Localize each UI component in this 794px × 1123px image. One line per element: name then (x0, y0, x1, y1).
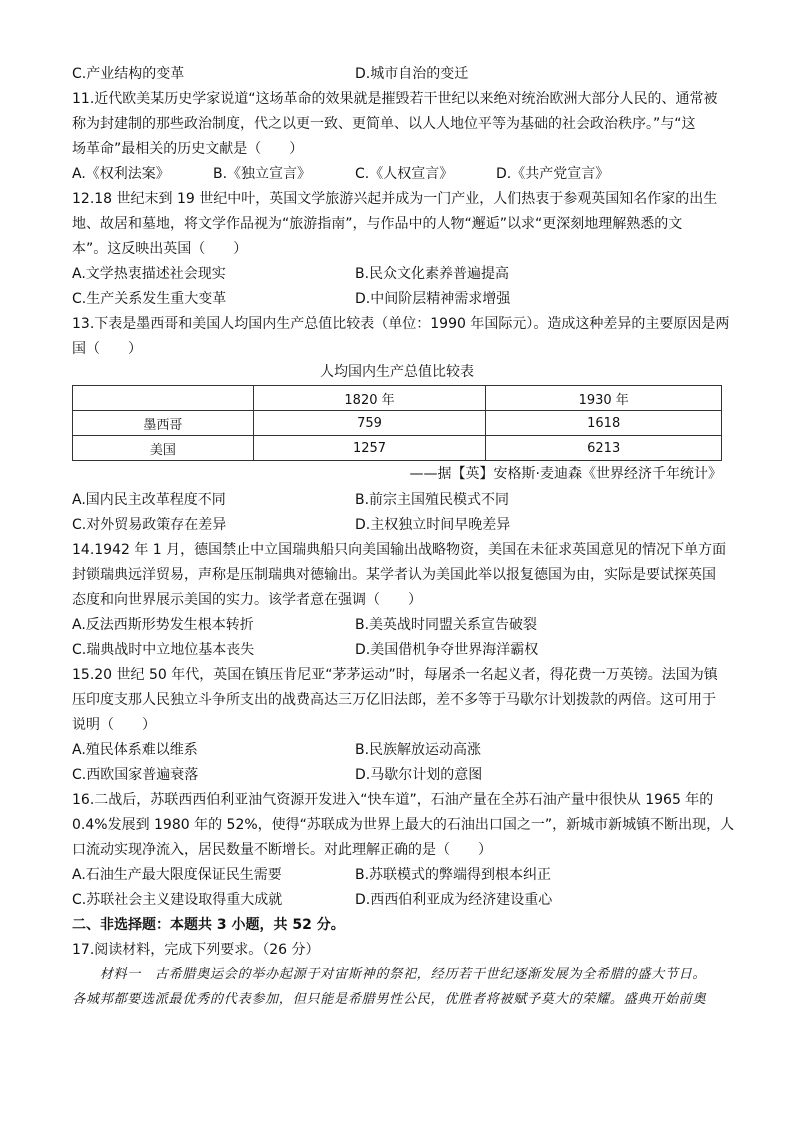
q14-text-line-1: 14.1942 年 1 月，德国禁止中立国瑞典船只向美国输出战略物资，美国在未征求英国意见的情况下单方面 (72, 542, 727, 558)
q14-option-a[interactable]: A.反法西斯形势发生根本转折 (72, 617, 254, 633)
q11-text-line-2: 称为封建制的那些政治制度，代之以更一致、更简单、以人人地位平等为基础的社会政治秩序。”与“这 (72, 116, 696, 132)
q16-option-c[interactable]: C.苏联社会主义建设取得重大成就 (72, 892, 283, 908)
table-header-cell: 1820 年 (253, 386, 486, 411)
q12-text-line-2: 地、故居和墓地，将文学作品视为“旅游指南”，与作品中的人物“邂逅”以求“更深刻地理解熟悉的文 (72, 216, 683, 232)
table-row (73, 411, 722, 436)
q12-option-a[interactable]: A.文学热衷描述社会现实 (72, 266, 226, 282)
q16-option-d[interactable]: D.西西伯利亚成为经济建设重心 (355, 892, 553, 908)
q17-material-line-1: 材料一 古希腊奥运会的举办起源于对宙斯神的祭祀，经历若干世纪逐渐发展为全希腊的盛大节日。 (72, 967, 707, 982)
q17-material-line-2: 各城邦都要选派最优秀的代表参加，但只能是希腊男性公民，优胜者将被赋予莫大的荣耀。盛典开始前奥 (72, 992, 707, 1007)
q16-option-a[interactable]: A.石油生产最大限度保证民生需要 (72, 867, 282, 883)
gdp-comparison-table (72, 385, 722, 461)
q10-option-c[interactable]: C.产业结构的变革 (72, 66, 185, 82)
table-row (73, 436, 722, 461)
q16-text-line-3: 口流动实现净流入，居民数量不断增长。对此理解正确的是（ ） (72, 842, 492, 858)
q14-text-line-2: 封锁瑞典远洋贸易，声称是压制瑞典对德输出。某学者认为美国此举以报复德国为由，实际是要试探英国 (72, 567, 716, 583)
table-cell: 1257 (253, 436, 486, 461)
table-cell: 759 (253, 411, 486, 436)
q14-text-line-3: 态度和向世界展示美国的实力。该学者意在强调（ ） (72, 592, 422, 608)
q15-option-b[interactable]: B.民族解放运动高涨 (355, 742, 482, 758)
q11-text-line-3: 场革命”最相关的历史文献是（ ） (72, 141, 304, 157)
q13-text-line-1: 13.下表是墨西哥和美国人均国内生产总值比较表（单位：1990 年国际元）。造成这种差异的主要原因是两 (72, 316, 730, 332)
q10-option-d[interactable]: D.城市自治的变迁 (355, 66, 469, 82)
table-cell: 美国 (73, 436, 254, 461)
q13-option-c[interactable]: C.对外贸易政策存在差异 (72, 517, 227, 533)
q13-option-b[interactable]: B.前宗主国殖民模式不同 (355, 492, 510, 508)
table-header-cell: 1930 年 (486, 386, 722, 411)
q16-option-b[interactable]: B.苏联模式的弊端得到根本纠正 (355, 867, 552, 883)
q13-option-a[interactable]: A.国内民主改革程度不同 (72, 492, 226, 508)
q15-text-line-1: 15.20 世纪 50 年代，英国在镇压肯尼亚“茅茅运动”时，每屠杀一名起义者，得花费一万英镑。法国为镇 (72, 667, 718, 683)
q12-text-line-1: 12.18 世纪末到 19 世纪中叶，英国文学旅游兴起并成为一门产业，人们热衷于参观英国知名作家的出生 (72, 191, 718, 207)
q12-option-b[interactable]: B.民众文化素养普遍提高 (355, 266, 510, 282)
q12-option-c[interactable]: C.生产关系发生重大变革 (72, 291, 227, 307)
q15-option-a[interactable]: A.殖民体系难以维系 (72, 742, 198, 758)
q11-option-a[interactable]: A.《权利法案》 (72, 166, 170, 182)
q12-text-line-3: 本”。这反映出英国（ ） (72, 241, 248, 257)
q11-option-c[interactable]: C.《人权宣言》 (355, 166, 454, 182)
q11-text-line-1: 11.近代欧美某历史学家说道“这场革命的效果就是摧毁若干世纪以来绝对统治欧洲大部分人民的、通常被 (72, 91, 718, 107)
q11-option-b[interactable]: B.《独立宣言》 (213, 166, 312, 182)
section-two-heading: 二、非选择题：本题共 3 小题，共 52 分。 (72, 917, 345, 933)
q11-option-d[interactable]: D.《共产党宣言》 (496, 166, 610, 182)
q16-text-line-2: 0.4%发展到 1980 年的 52%，使得“苏联成为世界上最大的石油出口国之一”，新城市新城镇不断出现，人 (72, 817, 735, 833)
q13-text-line-2: 国（ ） (72, 341, 142, 357)
q17-title: 17.阅读材料，完成下列要求。（26 分） (72, 942, 320, 958)
table-caption: 人均国内生产总值比较表 (320, 364, 474, 380)
table-cell: 墨西哥 (73, 411, 254, 436)
table-header-cell (73, 386, 254, 411)
q15-text-line-2: 压印度支那人民独立斗争所支出的战费高达三万亿旧法郎，差不多等于马歇尔计划拨款的两倍。这可用于 (72, 692, 716, 708)
q15-text-line-3: 说明（ ） (72, 717, 156, 733)
q14-option-c[interactable]: C.瑞典战时中立地位基本丧失 (72, 642, 255, 658)
q16-text-line-1: 16.二战后，苏联西西伯利亚油气资源开发进入“快车道”，石油产量在全苏石油产量中很快从 1965 年的 (72, 792, 714, 808)
q14-option-b[interactable]: B.美英战时同盟关系宣告破裂 (355, 617, 538, 633)
q14-option-d[interactable]: D.美国借机争夺世界海洋霸权 (355, 642, 539, 658)
table-cell: 6213 (486, 436, 722, 461)
q12-option-d[interactable]: D.中间阶层精神需求增强 (355, 291, 511, 307)
table-source: ——据【英】安格斯·麦迪森《世界经济千年统计》 (409, 466, 722, 482)
q15-option-c[interactable]: C.西欧国家普遍衰落 (72, 767, 199, 783)
table-header-row (73, 386, 722, 411)
q13-option-d[interactable]: D.主权独立时间早晚差异 (355, 517, 511, 533)
q15-option-d[interactable]: D.马歇尔计划的意图 (355, 767, 483, 783)
table-cell: 1618 (486, 411, 722, 436)
